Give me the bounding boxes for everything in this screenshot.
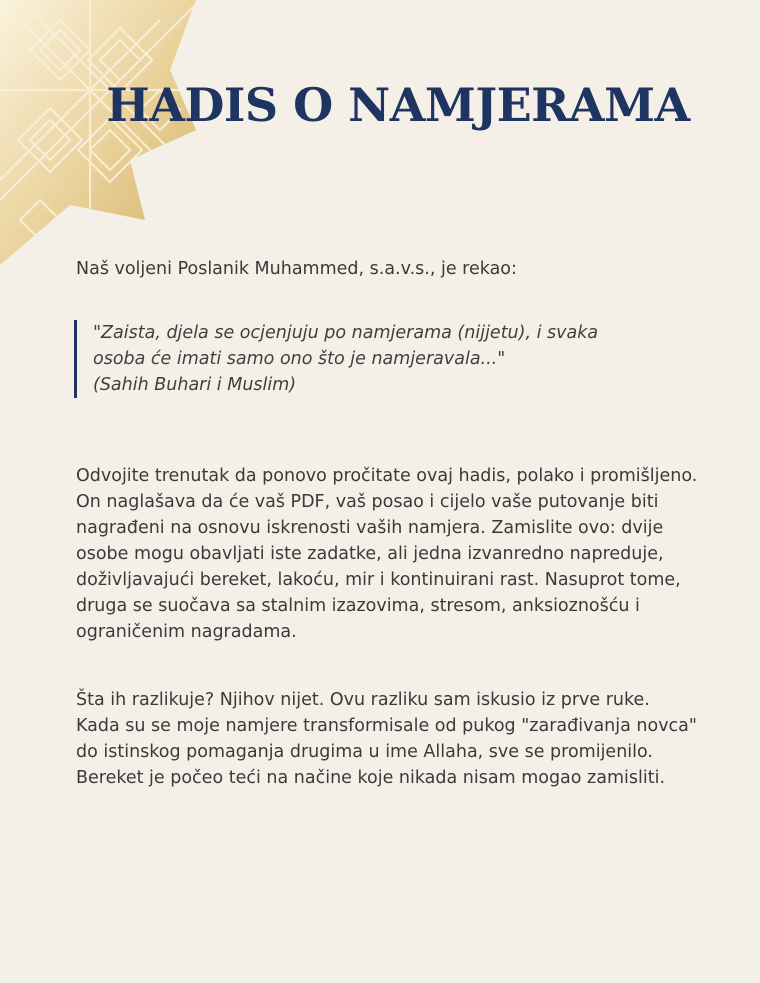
hadith-quote bbox=[74, 320, 713, 398]
quote-source: (Sahih Buhari i Muslim) bbox=[93, 375, 297, 395]
body-paragraph-1: Odvojite trenutak da ponovo pročitate ovaj hadis, polako i promišljeno. On naglašava da će vaš PDF, vaš posao i cijelo vaše putovanje biti nagrađeni na osnovu iskrenosti vaših namjera. Zamislite ovo: dvije osobe mogu obavljati iste zadatke, ali jedna izvanredno napreduje, doživljavajući bereket, lakoću, mir i kontinuirani rast. Nasuprot tome, druga se suočava sa stalnim izazovima, stresom, anksioznošću i ograničenim nagradama. bbox=[76, 466, 698, 642]
intro-text: Naš voljeni Poslanik Muhammed, s.a.v.s., je rekao: bbox=[76, 259, 517, 279]
islamic-star-pattern-icon bbox=[0, 0, 200, 270]
quote-line-1: "Zaista, djela se ocjenjuju po namjerama (nijjetu), i svaka bbox=[93, 323, 599, 343]
page-title: HADIS O NAMJERAMA bbox=[106, 78, 690, 132]
body-paragraph-2: Šta ih razlikuje? Njihov nijet. Ovu razliku sam iskusio iz prve ruke. Kada su se moje namjere transformisale od pukog "zarađivanja novca" do istinskog pomaganja drugima u ime Allaha, sve se promijenilo. Bereket je počeo teći na načine koje nikada nisam mogao zamisliti. bbox=[76, 690, 697, 788]
quote-line-2: osoba će imati samo ono što je namjeravala..." bbox=[93, 349, 506, 369]
